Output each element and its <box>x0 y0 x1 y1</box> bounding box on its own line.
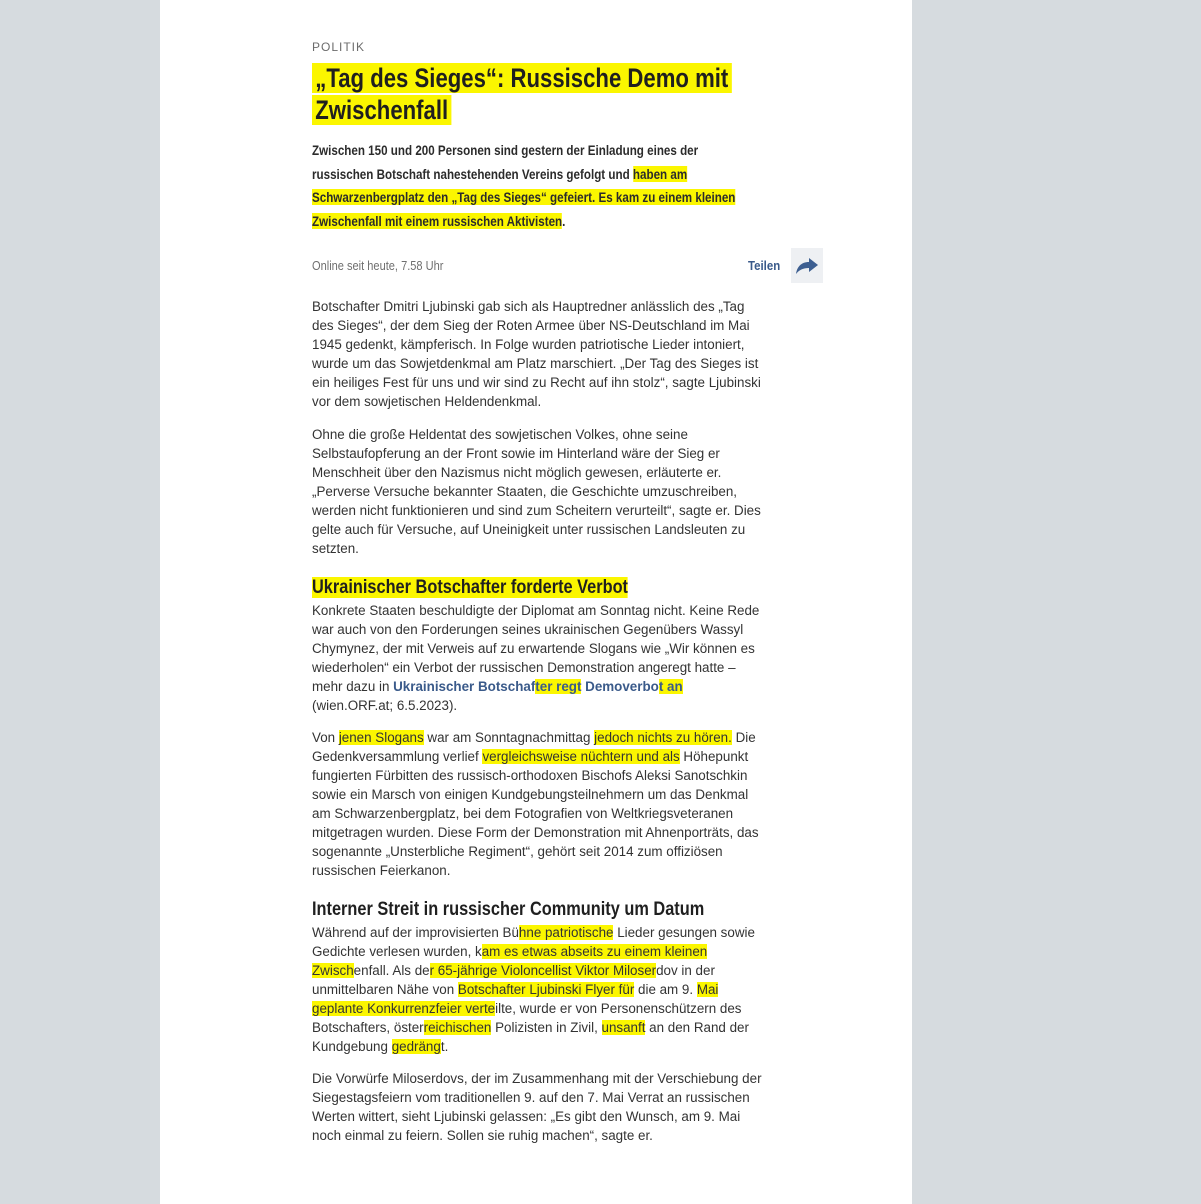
p5-text-h: an den Rand der Kundgebung <box>312 1020 749 1054</box>
p5-text-c: enfall. Als de <box>353 963 430 978</box>
p5-highlight-8: gedräng <box>391 1039 441 1054</box>
p5-text-e: die am 9. <box>634 982 697 997</box>
p4-highlight-2: jedoch nichts zu hören. <box>594 730 732 745</box>
p4-highlight-3: vergleichsweise nüchtern und als <box>482 749 680 764</box>
link-text-c[interactable]: Demoverbo <box>585 679 659 694</box>
article-title <box>312 62 755 126</box>
lead-highlight: haben am Schwarzenbergplatz den „Tag des Sieges“ gefeiert. Es kam zu einem kleinen Zwischenfall mit einem russischen Aktivisten <box>312 165 736 229</box>
p5-highlight-5: Mai geplante Konkurrenzfeier verte <box>312 982 719 1016</box>
p5-highlight-7: unsanft <box>601 1020 646 1035</box>
p5-text-b: Lieder gesungen sowie Gedichte verlesen wurden, k <box>312 925 755 959</box>
p5-text-g: Polizisten in Zivil, <box>491 1020 602 1035</box>
paragraph-1: Botschafter Dmitri Ljubinski gab sich als Hauptredner anlässlich des „Tag des Sieges“, der dem Sieg der Roten Armee über NS-Deutschland im Mai 1945 gedenkt, kämpferisch. In Folge wurden patriotische Lieder intoniert, wurde um das Sowjetdenkmal am Platz marschiert. „Der Tag des Sieges ist ein heiliges Fest für uns und wir sind zu Recht auf ihn stolz“, sagte Ljubinski vor dem sowjetischen Heldendenkmal. <box>312 299 761 409</box>
p5-highlight-6: reichischen <box>423 1020 492 1035</box>
p5-highlight-3: r 65-jährige Violoncellist Viktor Miloser <box>429 963 657 978</box>
link-text-b[interactable]: ter regt <box>535 679 582 694</box>
article-page <box>160 0 912 1204</box>
p5-highlight-4: Botschafter Ljubinski Flyer für <box>457 982 635 997</box>
article-link[interactable] <box>393 679 683 694</box>
share-arrow-icon[interactable] <box>791 248 823 283</box>
p5-text-i: t. <box>440 1039 449 1054</box>
p5-highlight-2: am es etwas abseits zu einem kleinen Zwisch <box>312 944 708 978</box>
link-text-d[interactable]: t an <box>658 679 683 694</box>
paragraph-2: Ohne die große Heldentat des sowjetischen Volkes, ohne seine Selbstaufopferung an der Front sowie im Hinterland wäre der Sieg er Menschheit über den Nazismus nicht möglich gewesen, erläuterte er. „Perverse Versuche bekannter Staaten, die Geschichte umzuschreiben, werden nicht funktionieren und sind zum Scheitern verurteilt“, sagte er. Dies gelte auch für Versuche, auf Uneinigkeit unter russischen Landsleuten zu setzten. <box>312 427 761 556</box>
p4-highlight-1: jenen Slogans <box>338 730 424 745</box>
section-label: POLITIK <box>312 40 366 54</box>
link-text-a[interactable]: Ukrainischer Botschaf <box>393 679 536 694</box>
subheading-text: Ukrainischer Botschafter forderte Verbot <box>312 577 629 598</box>
lead-end: . <box>562 212 566 229</box>
p4-text-a: Von <box>312 730 339 745</box>
paragraph-3 <box>312 601 764 715</box>
subheading-ukrainian-ambassador <box>312 576 742 600</box>
paragraph-4 <box>312 728 764 880</box>
p4-text-b: war am Sonntagnachmittag <box>423 730 595 745</box>
p5-highlight-1: hne patriotische <box>518 925 614 940</box>
subheading-internal-dispute: Interner Streit in russischer Community um Datum <box>312 899 705 920</box>
title-line-1: „Tag des Sieges“: Russische Demo mit <box>312 63 732 93</box>
p5-text-f: ilte, wurde er von Personenschützern des Botschafters, öster <box>312 1001 742 1035</box>
paragraph-5 <box>312 923 764 1056</box>
paragraph-3-end: (wien.ORF.at; 6.5.2023). <box>312 698 458 713</box>
paragraph-3-text: Konkrete Staaten beschuldigte der Diplomat am Sonntag nicht. Keine Rede war auch von den Forderungen seines ukrainischen Gegenübers Wassyl Chymynez, der mit Verweis auf zu erwartende Slogans wie „Wir können es wiederholen“ ein Verbot der russischen Demonstration angeregt hatte – mehr dazu in <box>312 603 760 694</box>
lead-text: Zwischen 150 und 200 Personen sind gestern der Einladung eines der russischen Botschaft nahestehenden Vereins gefolgt und <box>312 142 699 182</box>
paragraph-6: Die Vorwürfe Miloserdovs, der im Zusammenhang mit der Verschiebung der Siegestagsfeiern vom traditionellen 9. auf den 7. Mai Verrat an russischen Werten wittert, sieht Ljubinski gelassen: „Es gibt den Wunsch, am 9. Mai noch einmal zu feiern. Sollen sie ruhig machen“, sagte er. <box>312 1071 762 1143</box>
p4-text-d: Höhepunkt fungierten Fürbitten des russisch-orthodoxen Bischofs Aleksi Sanotschkin sowie ein Marsch von einigen Kundgebungsteilnehmern um das Denkmal am Schwarzenbergplatz, bei dem Fotografien von Weltkriegsveteranen mitgetragen wurden. Diese Form der Demonstration mit Ahnenporträts, das sogenannte „Unsterbliche Regiment“, gehört seit 2014 zum offiziösen russischen Feierkanon. <box>312 749 759 878</box>
title-line-2: Zwischenfall <box>312 95 451 125</box>
share-button[interactable] <box>748 248 823 283</box>
article-lead <box>312 139 760 233</box>
p5-text-a: Während auf der improvisierten Bü <box>312 925 519 940</box>
publish-time: Online seit heute, 7.58 Uhr <box>312 258 444 273</box>
p5-text-d: dov in der unmittelbaren Nähe von <box>312 963 715 997</box>
p4-text-c: Die Gedenkversammlung verlief <box>312 730 756 764</box>
article-body <box>312 297 764 1145</box>
share-label[interactable]: Teilen <box>748 258 781 273</box>
